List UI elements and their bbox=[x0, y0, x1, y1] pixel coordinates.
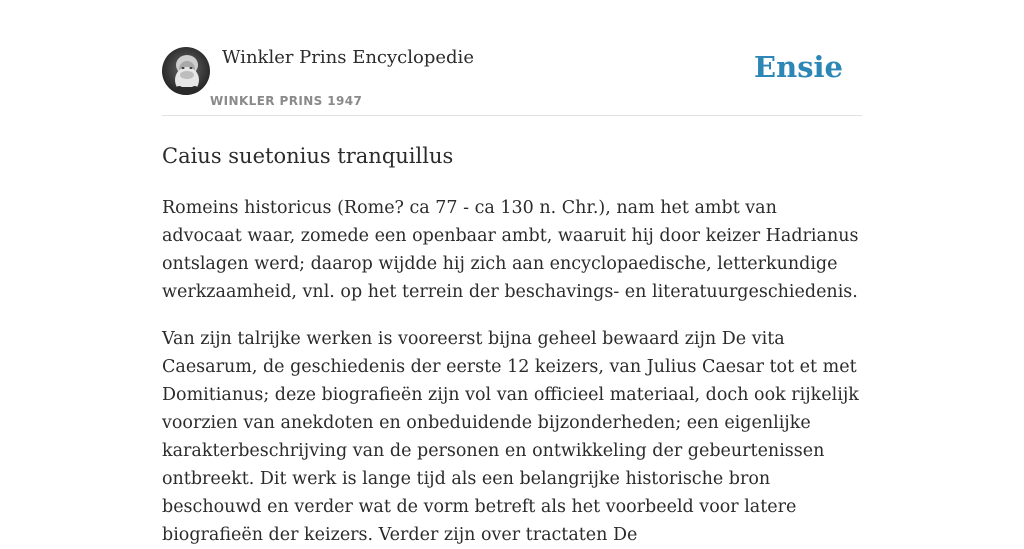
site-name[interactable]: Winkler Prins Encyclopedie bbox=[222, 47, 474, 68]
page bbox=[162, 0, 862, 549]
article-paragraph: Romeins historicus (Rome? ca 77 - ca 130 n. Chr.), nam het ambt van advocaat waar, zomede een openbaar ambt, waaruit hij door keizer Hadrianus ontslagen werd; daarop wijdde hij zich aan encyclopaedische, letterkundige werkzaamheid, vnl. op het terrein der beschavings- en literatuurgeschiedenis. bbox=[162, 198, 859, 302]
article-title: Caius suetonius tranquillus bbox=[162, 144, 454, 168]
site-header bbox=[162, 0, 862, 116]
portrait-avatar-icon[interactable] bbox=[162, 47, 210, 95]
brand-logo[interactable]: Ensie bbox=[754, 50, 843, 84]
edition-label: WINKLER PRINS 1947 bbox=[210, 94, 363, 108]
article-paragraph: Van zijn talrijke werken is vooreerst bijna geheel bewaard zijn De vita Caesarum, de geschiedenis der eerste 12 keizers, van Julius Caesar tot et met Domitianus; deze biografieën zijn vol van officieel materiaal, doch ook rijkelijk voorzien van anekdoten en onbeduidende bijzonderheden; een eigenlijke karakterbeschrijving van de personen en ontwikkeling der gebeurtenissen ontbreekt. Dit werk is lange tijd als een belangrijke historische bron beschouwd en verder wat de vorm betreft als het voorbeeld voor latere biografieën der keizers. Verder zijn over tractaten De bbox=[162, 329, 859, 545]
